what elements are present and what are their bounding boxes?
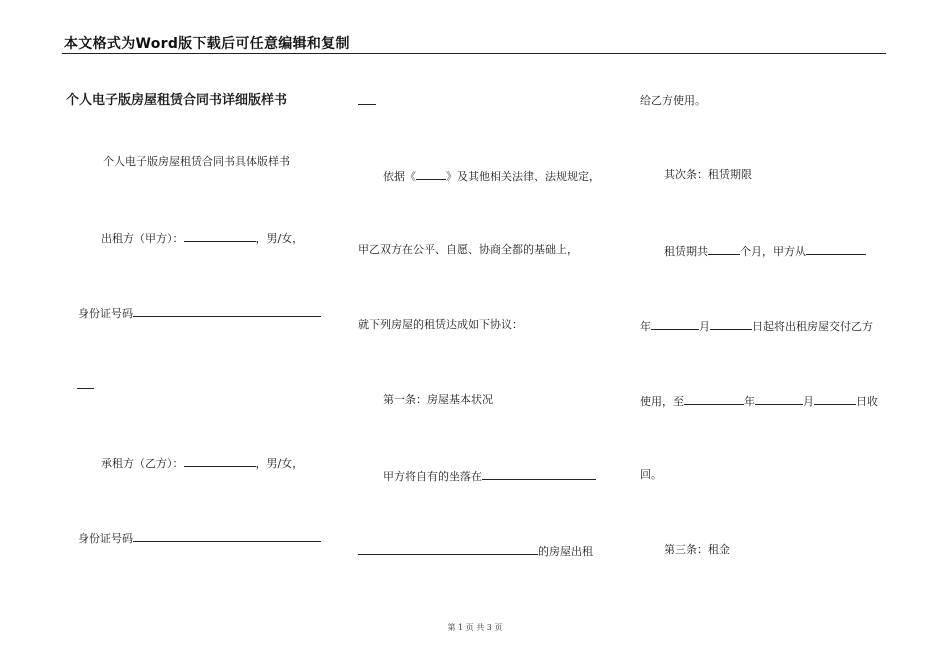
month-label-2: 月 [803, 395, 814, 408]
lessee-suffix: ，男/女， [255, 457, 304, 470]
term-line [664, 243, 866, 259]
document-title: 个人电子版房屋租赁合同书详细版样书 [66, 93, 288, 108]
end-day-text: 日收 [856, 395, 878, 408]
year-label-2: 年 [744, 395, 755, 408]
basis-suffix: 》及其他相关法律、法规规定， [446, 170, 600, 183]
give-line: 给乙方使用。 [640, 94, 706, 107]
end-date-line [640, 393, 878, 409]
start-day-blank [710, 318, 752, 330]
basis-prefix: 依据《 [383, 170, 416, 183]
start-year-blank [806, 243, 866, 255]
end-day-blank [814, 393, 856, 405]
months-blank [708, 243, 740, 255]
lessor-suffix: ，男/女， [255, 232, 304, 245]
start-month-blank [651, 318, 699, 330]
clause-2-heading: 其次条：租赁期限 [664, 168, 752, 181]
month-label-1: 月 [699, 320, 710, 333]
clause-1-heading: 第一条：房屋基本状况 [383, 393, 493, 406]
clause-3-heading: 第三条：租金 [664, 543, 730, 556]
end-year-blank [684, 393, 744, 405]
id-label-1: 身份证号码 [78, 307, 133, 320]
agreement-line: 就下列房屋的租赁达成如下协议： [358, 318, 523, 331]
header-title: 本文格式为Word版下载后可任意编辑和复制 [64, 36, 350, 52]
address-blank [358, 543, 538, 555]
subtitle: 个人电子版房屋租赁合同书具体版样书 [103, 155, 290, 168]
lessor-id-blank [133, 305, 321, 317]
law-name-blank [416, 168, 446, 180]
lessor-id-line [78, 305, 321, 321]
parties-line: 甲乙双方在公平、自愿、协商全都的基础上， [358, 243, 578, 256]
lessor-line [101, 230, 303, 246]
lessee-line [101, 455, 303, 471]
id-label-2: 身份证号码 [78, 532, 133, 545]
end-month-blank [755, 393, 803, 405]
start-date-line [640, 318, 873, 334]
rent-out-line [358, 543, 593, 559]
lessee-name-blank [184, 455, 256, 467]
separator-dash [77, 388, 94, 389]
header-rule [62, 53, 886, 54]
lessee-id-blank [133, 530, 321, 542]
lessor-label: 出租方（甲方）： [101, 232, 184, 245]
term-mid: 个月，甲方从 [740, 245, 806, 258]
start-day-text: 日起将出租房屋交付乙方 [752, 320, 873, 333]
lessee-label: 承租方（乙方）： [101, 457, 184, 470]
use-prefix: 使用，至 [640, 395, 684, 408]
location-blank [482, 468, 596, 480]
back-line: 回。 [640, 468, 662, 481]
page-number: 第 1 页 共 3 页 [447, 623, 503, 632]
year-label-1: 年 [640, 320, 651, 333]
location-line [383, 468, 596, 484]
rent-out-text: 的房屋出租 [538, 545, 593, 558]
separator-dash [358, 104, 376, 105]
location-label: 甲方将自有的坐落在 [383, 470, 482, 483]
term-prefix: 租赁期共 [664, 245, 708, 258]
basis-line [383, 168, 600, 184]
lessor-name-blank [184, 230, 256, 242]
lessee-id-line [78, 530, 321, 546]
